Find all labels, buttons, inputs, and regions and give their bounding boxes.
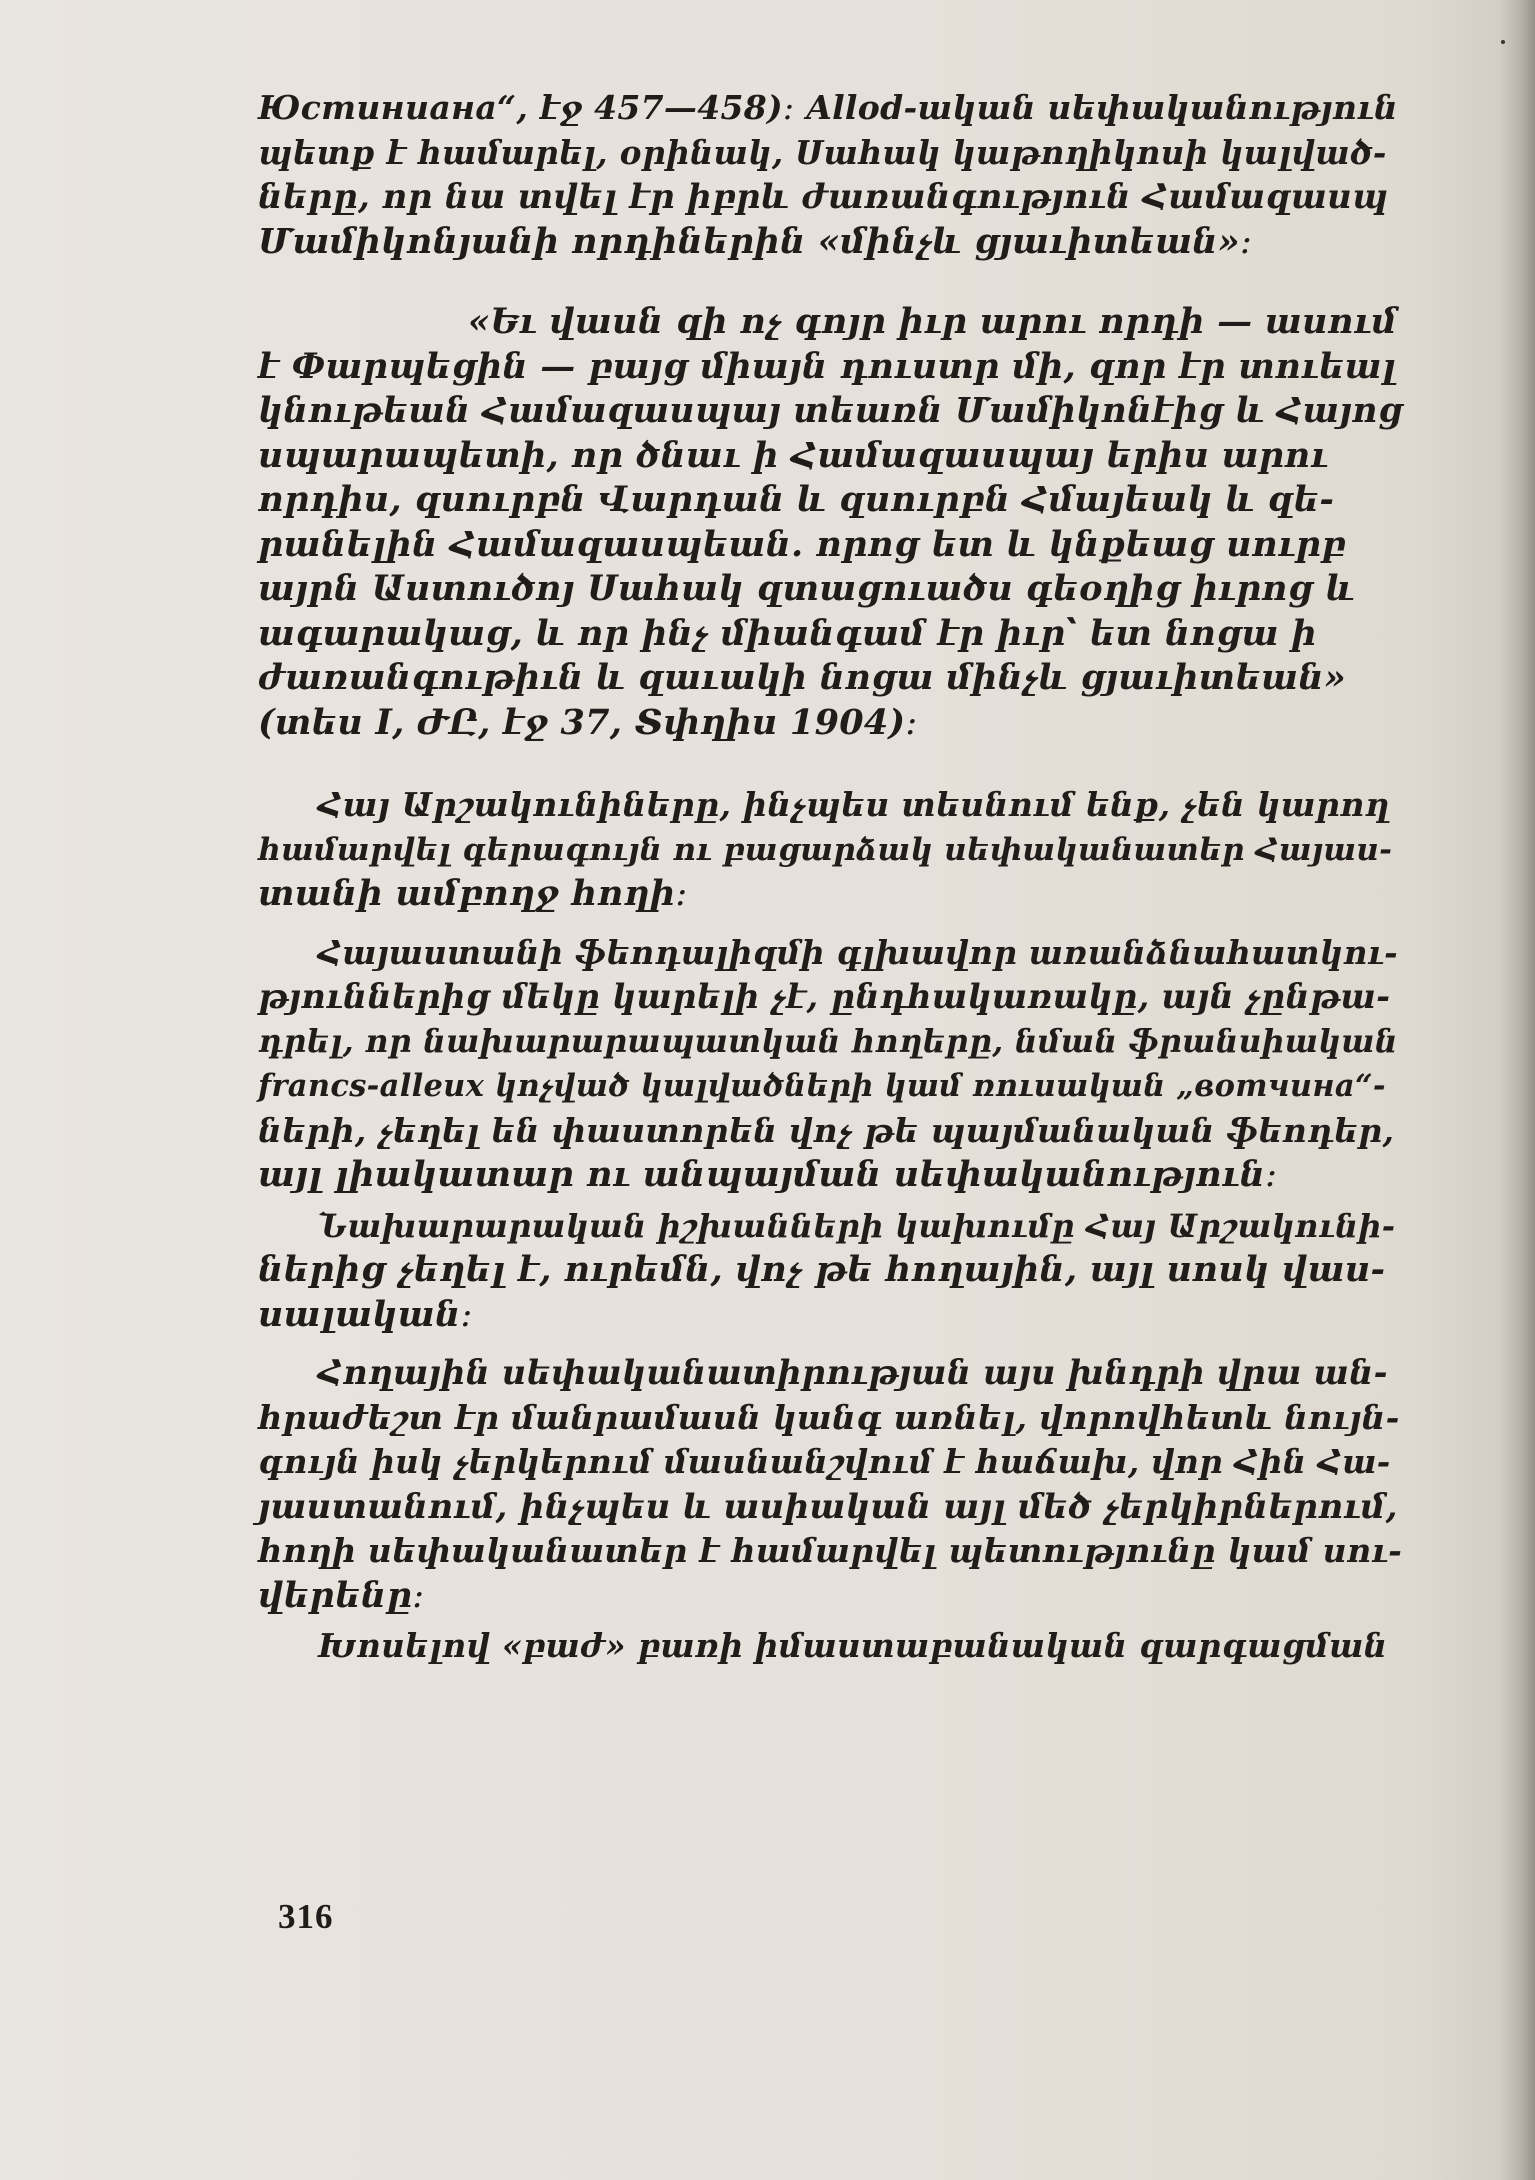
text-line: հրաժեշտ էր մանրամասն կանգ առնել, վորովհետև նույն- <box>258 1397 1400 1437</box>
text-line: յաստանում, ինչպես և ասիական այլ մեծ չերկիրներում, <box>258 1486 1398 1527</box>
text-line: սպարապետի, որ ծնաւ ի Համազասպայ երիս արու <box>258 434 1329 476</box>
paragraph-7 <box>258 1624 1403 1669</box>
text-line: ագարակաց, և որ ինչ միանգամ էր իւր՝ ետ նոցա ի <box>258 612 1317 654</box>
paragraph-4 <box>258 931 1403 1198</box>
text-line: ներից չեղել է, ուրեմն, վոչ թե հողային, այլ սոսկ վաս- <box>258 1249 1386 1290</box>
text-line: ները, որ նա տվել էր իբրև ժառանգություն Համազասպ <box>258 177 1389 217</box>
text-line: հողի սեփականատեր է համարվել պետությունը կամ սու- <box>258 1531 1403 1570</box>
text-line: դրել, որ նախարարապատկան հողերը, նման ֆրանսիական <box>258 1022 1398 1060</box>
text-line: Հողային սեփականատիրության այս խնդրի վրա ան- <box>318 1353 1388 1392</box>
page-number: 316 <box>278 1897 334 1936</box>
ink-speck <box>1501 40 1505 44</box>
paragraph-6 <box>258 1351 1403 1618</box>
text-line: կնութեան Համազասպայ տեառն Մամիկոնէից և Հայոց <box>258 391 1403 431</box>
text-line: համարվել գերագույն ու բացարձակ սեփականատեր Հայաս- <box>258 831 1393 868</box>
text-line: ների, չեղել են փաստորեն վոչ թե պայմանական ֆեոդեր, <box>258 1110 1395 1150</box>
page-text <box>258 86 1403 1675</box>
text-line: այլ լիակատար ու անպայման սեփականություն։ <box>258 1154 1278 1195</box>
paragraph-3 <box>258 783 1403 917</box>
text-line: սալական։ <box>258 1293 473 1335</box>
text-line: ժառանգութիւն և զաւակի նոցա մինչև ցյաւիտեան» <box>258 657 1347 698</box>
text-line: (տես I, ԺԸ, էջ 37, Տփղիս 1904)։ <box>258 701 918 743</box>
text-line: թյուններից մեկը կարելի չէ, ընդհակառակը, այն չընթա- <box>258 977 1391 1016</box>
text-line: Юстиниана“, էջ 457—458)։ Allod-ական սեփականություն <box>258 88 1398 127</box>
book-spine-shadow <box>1499 0 1535 2180</box>
text-line: Հայաստանի ֆեոդալիզմի գլխավոր առանձնահատկու- <box>318 932 1398 972</box>
text-line: վերենը։ <box>258 1574 425 1616</box>
text-line: րանելին Համազասպեան. որոց ետ և կնքեաց սուրբ <box>258 523 1346 565</box>
block-quote <box>258 300 1403 745</box>
text-line: francs-alleux կոչված կալվածների կամ ռուսական „вотчина“- <box>258 1068 1386 1104</box>
text-line: Խոսելով «բաժ» բառի իմաստաբանական զարգացման <box>318 1626 1388 1665</box>
text-line: Մամիկոնյանի որդիներին «մինչև ցյաւիտեան»։ <box>258 220 1253 262</box>
text-line: Հայ Արշակունիները, ինչպես տեսնում ենք, չեն կարող <box>318 785 1390 824</box>
text-line: Նախարարական իշխանների կախումը Հայ Արշակունի- <box>318 1206 1396 1245</box>
paragraph-5 <box>258 1204 1403 1338</box>
text-line: այրն Աստուծոյ Սահակ զտացուածս գեօղից իւրոց և <box>258 568 1355 609</box>
text-line: է Փարպեցին — բայց միայն դուստր մի, զոր էր տուեալ <box>258 345 1397 387</box>
text-line: «Եւ վասն զի ոչ գոյր իւր արու որդի — ասում <box>468 301 1398 342</box>
text-line: որդիս, զսուրբն Վարդան և զսուրբն Հմայեակ և զե- <box>258 479 1335 520</box>
text-line: տանի ամբողջ հողի։ <box>258 873 688 914</box>
paragraph-1 <box>258 86 1403 264</box>
text-line: գույն իսկ չերկերում մասնանշվում է հաճախ, վոր Հին Հա- <box>258 1442 1391 1481</box>
text-line: պետք է համարել, օրինակ, Սահակ կաթողիկոսի կալված- <box>258 132 1387 172</box>
